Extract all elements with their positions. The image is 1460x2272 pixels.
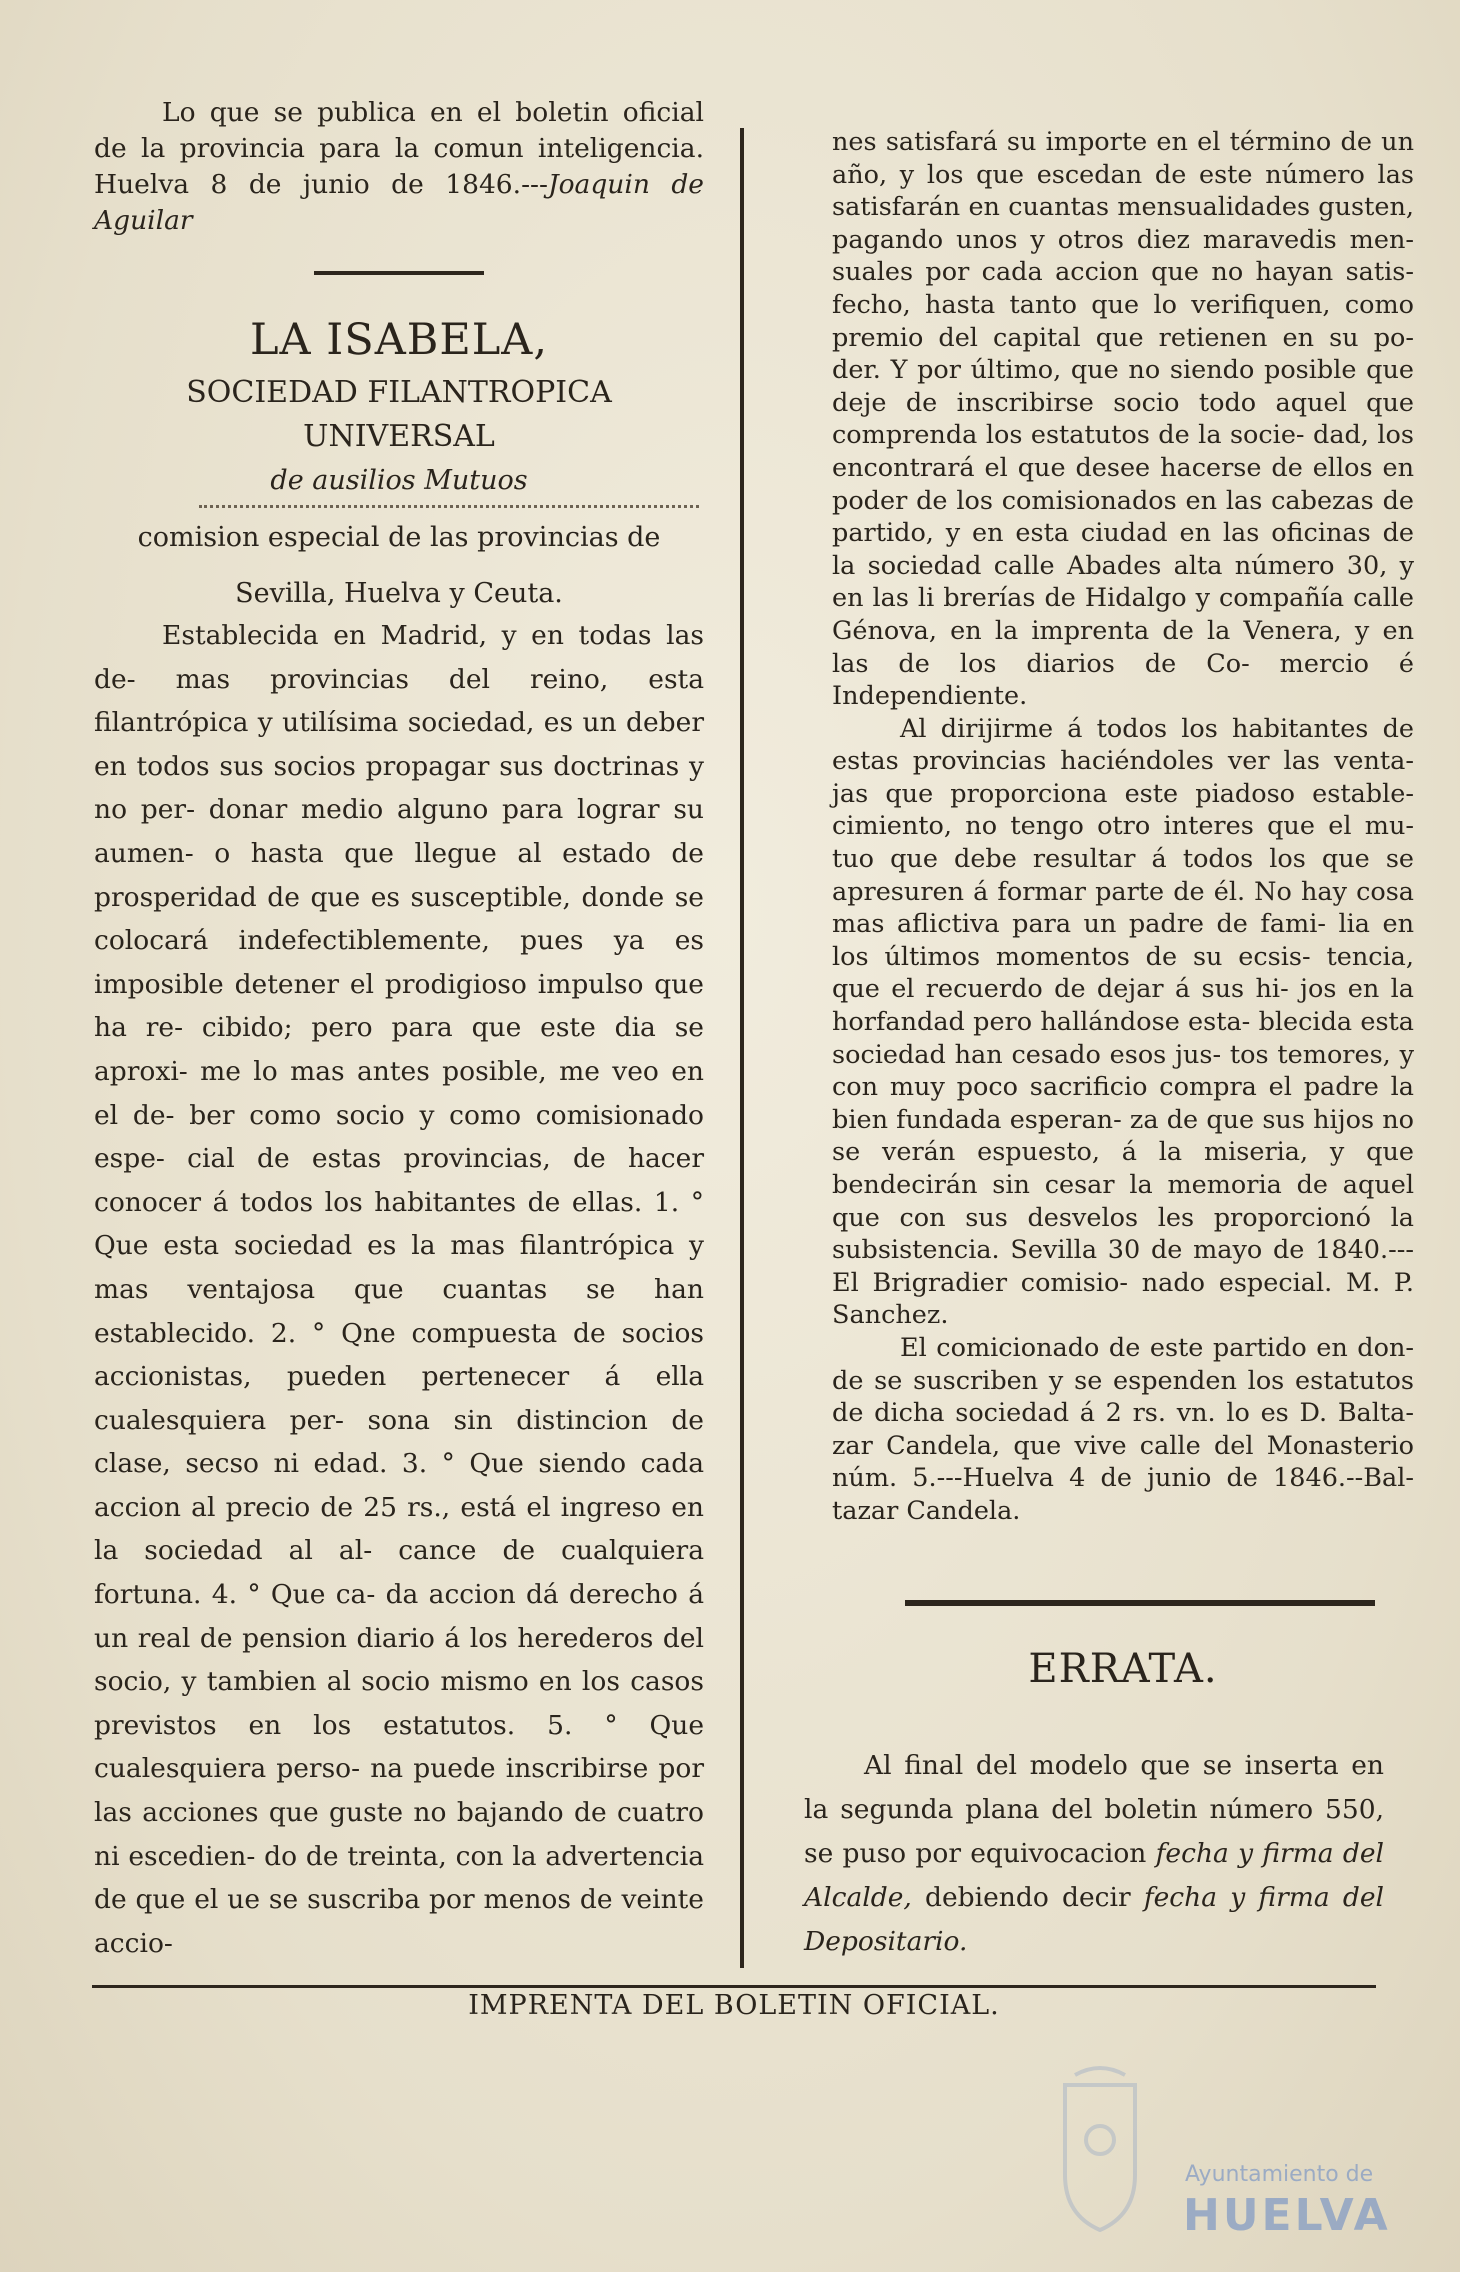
article-subtitle-italic: de ausilios Mutuos xyxy=(270,465,528,496)
watermark-line-1: Ayuntamiento de xyxy=(1185,2162,1374,2187)
title-rule xyxy=(314,271,484,275)
commission-line-1: comision especial de las provincias de xyxy=(137,522,661,553)
right-paragraph-3: El comicionado de este partido en don- de se suscriben y se espenden los estatutos de dicha sociedad á 2 rs. vn. lo es D. Balta- zar Candela, que vive calle del Monasterio núm. 5.---Huelva 4 de junio de 1846.--Bal- tazar Candela. xyxy=(832,1332,1414,1526)
errata-text-2: debiendo decir xyxy=(911,1882,1144,1913)
errata-text-1: Al final del modelo que se inserta en la segunda plana del boletin número 550, se puso por equivocacion xyxy=(804,1750,1384,1869)
article-subtitle: SOCIEDAD FILANTROPICA UNIVERSAL xyxy=(186,375,612,454)
article-title: LA ISABELA, xyxy=(249,315,549,365)
watermark-line-2: HUELVA xyxy=(1183,2190,1391,2241)
errata-body xyxy=(804,1744,1384,1964)
commission-line-2: Sevilla, Huelva y Ceuta. xyxy=(235,578,563,609)
dotted-divider xyxy=(199,505,699,508)
column-divider xyxy=(740,128,744,1968)
right-paragraph-1: nes satisfará su importe en el término de un año, y los que escedan de este número las satisfarán en cuantas mensualidades gusten, pagando unos y otros diez maravedis men- suales por cada accion que no hayan satis- fecho, hasta tanto que lo verifiquen, como premio del capital que retienen en su po- der. Y por último, que no siendo posible que deje de inscribirse socio todo aquel que comprenda los estatutos de la socie- dad, los encontrará el que desee hacerse de ellos en poder de los comisionados en las cabezas de partido, y en esta ciudad en las oficinas de la sociedad calle Abades alta número 30, y en las li brerías de Hidalgo y compañía calle Génova, en la imprenta de la Venera, y en las de los diarios de Co- mercio é Independiente. xyxy=(832,127,1414,712)
left-column xyxy=(94,95,704,1965)
intro-paragraph xyxy=(94,95,704,239)
intro-signature: Joaquin de Aguilar xyxy=(94,169,704,236)
right-column xyxy=(832,126,1414,1528)
right-paragraph-2: Al dirijirme á todos los habitantes de estas provincias haciéndoles ver las venta- jas que proporciona este piadoso estable- cimiento, no tengo otro interes que el mu- tuo que debe resultar á todos los que se apresuren á formar parte de él. No hay cosa mas aflictiva para un padre de fami- lia en los últimos momentos de su ecsis- tencia, que el recuerdo de dejar á sus hi- jos en la horfandad pero hallándose esta- blecida esta sociedad han cesado esos jus- tos temores, y con muy poco sacrificio compra el padre la bien fundada esperan- za de que sus hijos no se verán espuesto, á la miseria, y que bendecirán sin cesar la memoria de aquel que con sus desvelos les proporcionó la subsistencia. Sevilla 30 de mayo de 1840.---El Brigradier comisio- nado especial. M. P. Sanchez. xyxy=(832,713,1414,1331)
intro-text: Lo que se publica en el boletin oficial de la provincia para la comun inteligencia. Huelva 8 de junio de 1846.--- xyxy=(94,97,704,200)
footer-imprint: IMPRENTA DEL BOLETIN OFICIAL. xyxy=(468,1990,1000,2021)
article-body: Establecida en Madrid, y en todas las de- mas provincias del reino, esta filantrópica y utilísima sociedad, es un deber en todos sus socios propagar sus doctrinas y no per- donar medio alguno para lograr su aumen- o hasta que llegue al estado de prosperidad de que es susceptible, donde se colocará indefectiblemente, pues ya es imposible detener el prodigioso impulso que ha re- cibido; pero para que este dia se aproxi- me lo mas antes posible, me veo en el de- ber como socio y como comisionado espe- cial de estas provincias, de hacer conocer á todos los habitantes de ellas. 1. ° Que esta sociedad es la mas filantrópica y mas ventajosa que cuantas se han establecido. 2. ° Qne compuesta de socios accionistas, pueden pertenecer á ella cualesquiera per- sona sin distincion de clase, secso ni edad. 3. ° Que siendo cada accion al precio de 25 rs., está el ingreso en la sociedad al al- cance de cualquiera fortuna. 4. ° Que ca- da accion dá derecho á un real de pension diario á los herederos del socio, y tambien al socio mismo en los casos previstos en los estatutos. 5. ° Que cualesquiera perso- na puede inscribirse por las acciones que guste no bajando de cuatro ni escedien- do de treinta, con la advertencia de que el ue se suscriba por menos de veinte accio- xyxy=(94,620,704,1959)
errata-italic-1: fecha y firma del Alcalde, xyxy=(804,1838,1384,1913)
errata-italic-2: fecha y firma del Depositario. xyxy=(804,1882,1384,1957)
errata-title: ERRATA. xyxy=(1028,1646,1218,1692)
footer-rule xyxy=(92,1985,1376,1988)
errata-rule xyxy=(905,1600,1375,1606)
